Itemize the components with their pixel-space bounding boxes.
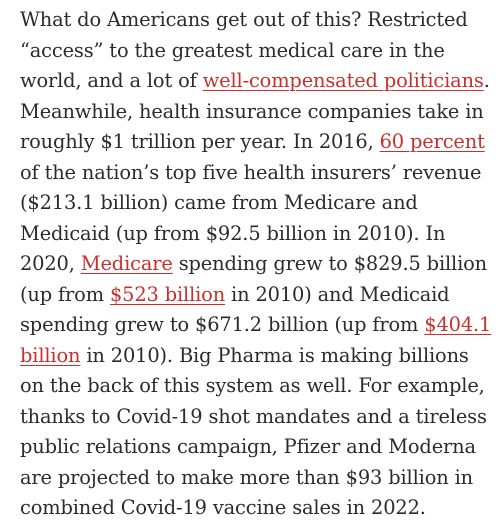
paragraph-text-3: of the nation’s top five health insurers’ revenue ($213.1 billion) came from Medicare and Medicaid (up from $92.5 billion in 2010). In 2020, — [20, 160, 482, 275]
article-paragraph — [20, 5, 496, 524]
paragraph-text-1: What do Americans get out of this? Restricted “access” to the greatest medical care in the world, and a lot of — [20, 8, 468, 92]
paragraph-text-5: in 2010) and Medicaid spending grew to $671.2 billion (up from — [20, 282, 450, 336]
paragraph-text-6: in 2010). Big Pharma is making billions on the back of this system as well. For example, thanks to Covid-19 shot mandates and a tireless public relations campaign, Pfizer and Moderna are projected to make more than $93 billion in combined Covid-19 vaccine sales in 2022. — [20, 343, 487, 519]
paragraph-text-2: . Meanwhile, health insurance companies take in roughly $1 trillion per year. In 2016, — [20, 69, 490, 153]
link-well-compensated-politicians[interactable]: well-compensated politicians — [202, 69, 484, 92]
link-523-billion[interactable]: $523 billion — [109, 282, 226, 306]
link-60-percent[interactable]: 60 percent — [379, 130, 485, 153]
paragraph-text-4: spending grew to $829.5 billion (up from — [20, 252, 488, 306]
link-medicare[interactable]: Medicare — [80, 252, 173, 275]
link-404-billion[interactable]: $404.1 billion — [20, 313, 492, 367]
